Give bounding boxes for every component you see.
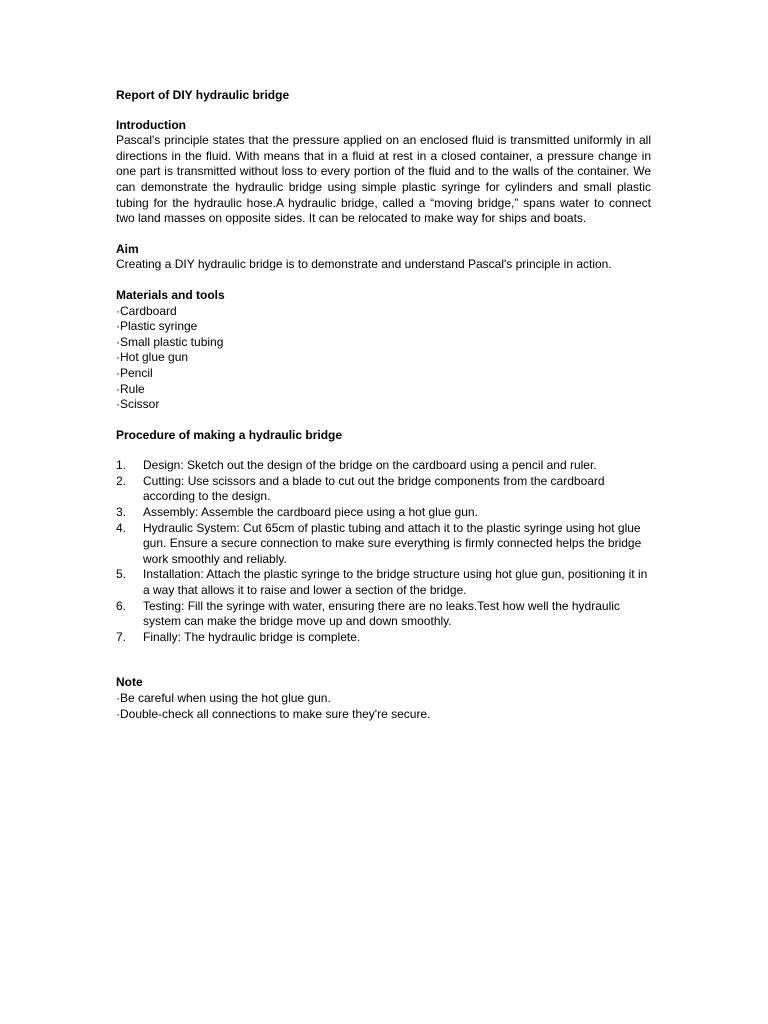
step-text: Finally: The hydraulic bridge is complete. [143,629,361,644]
step-number: 7. [116,629,127,644]
procedure-section [116,428,651,646]
list-item: ·Small plastic tubing [116,334,224,349]
list-item: ·Rule [116,381,145,396]
step-number: 6. [116,598,127,613]
aim-heading: Aim [116,241,139,256]
step-text: Cutting: Use scissors and a blade to cut out the bridge components from the cardboard according to the design. [143,473,605,504]
materials-heading: Materials and tools [116,287,225,302]
list-item: ·Double-check all connections to make sure they're secure. [116,706,431,721]
introduction-text: Pascal's principle states that the pressure applied on an enclosed fluid is transmitted uniformly in all directions in the fluid. With means that in a fluid at rest in a closed container, a pressure change in one part is transmitted without loss to every portion of the fluid and to the walls of the container. We can demonstrate the hydraulic bridge using simple plastic syringe for cylinders and small plastic tubing for the hydraulic hose.A hydraulic bridge, called a “moving bridge,” spans water to connect two land masses on opposite sides. It can be relocated to make way for ships and boats. [116,133,651,226]
procedure-steps [116,458,651,645]
note-list [116,691,651,722]
list-item: ·Plastic syringe [116,319,198,334]
procedure-step [116,567,651,598]
step-text: Testing: Fill the syringe with water, ensuring there are no leaks.Test how well the hydraulic system can make the bridge move up and down smoothly. [143,598,620,629]
list-item: ·Be careful when using the hot glue gun. [116,691,331,705]
procedure-step [116,599,651,630]
introduction-section [116,118,651,227]
step-text: Installation: Attach the plastic syringe to the bridge structure using hot glue gun, positioning it in a way that allows it to raise and lower a section of the bridge. [143,567,648,598]
document-title: Report of DIY hydraulic bridge [116,88,290,102]
procedure-step [116,505,651,521]
note-section [116,675,651,722]
step-number: 5. [116,567,127,582]
materials-list [116,304,651,413]
step-text: Design: Sketch out the design of the bridge on the cardboard using a pencil and ruler. [143,458,597,473]
aim-section [116,242,651,273]
procedure-step [116,458,651,474]
procedure-step [116,630,651,646]
note-heading: Note [116,675,143,690]
materials-section [116,288,651,413]
procedure-step [116,474,651,505]
step-text: Hydraulic System: Cut 65cm of plastic tubing and attach it to the plastic syringe using hot glue gun. Ensure a secure connection to make sure everything is firmly connected helps the bridge work smoothly and reliably. [143,520,642,566]
aim-text: Creating a DIY hydraulic bridge is to demonstrate and understand Pascal's principle in action. [116,257,612,272]
step-number: 4. [116,520,127,535]
introduction-heading: Introduction [116,117,186,132]
step-number: 1. [116,458,127,473]
list-item: ·Hot glue gun [116,350,189,365]
list-item: ·Scissor [116,397,160,412]
procedure-step [116,521,651,568]
step-text: Assembly: Assemble the cardboard piece using a hot glue gun. [143,505,478,520]
step-number: 3. [116,505,127,520]
list-item: ·Cardboard [116,303,177,318]
procedure-heading: Procedure of making a hydraulic bridge [116,427,343,442]
list-item: ·Pencil [116,365,153,380]
step-number: 2. [116,473,127,488]
